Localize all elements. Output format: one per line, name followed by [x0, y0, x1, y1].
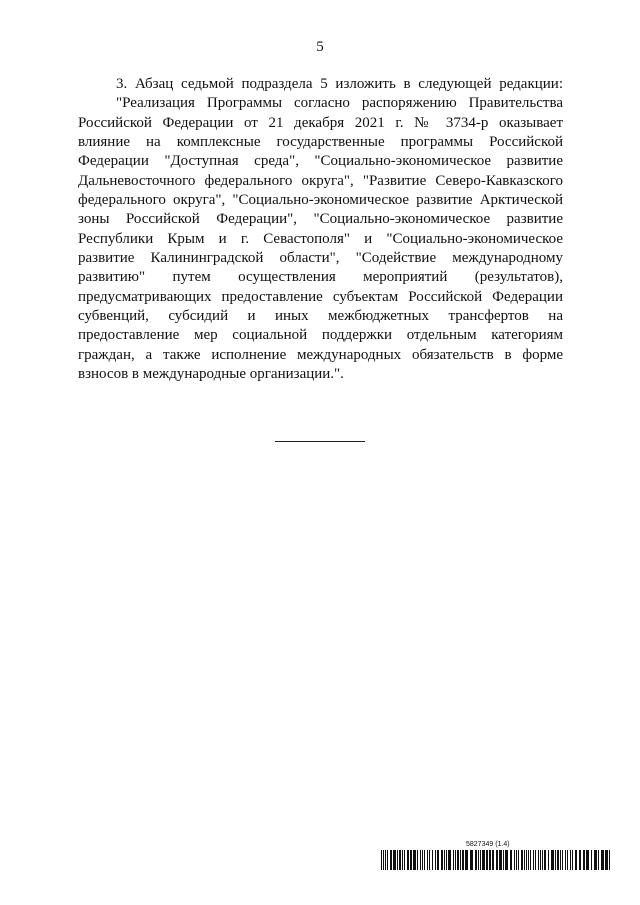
- quoted-paragraph-line: Федерации "Доступная среда", "Социально-экономическое развитие: [78, 153, 563, 170]
- quoted-paragraph-line: взносов в международные организации.".: [78, 366, 344, 383]
- end-separator-line: [275, 441, 365, 442]
- quoted-paragraph-line: федерального округа", "Социально-экономическое развитие Арктической: [78, 192, 563, 209]
- quoted-paragraph-line: Республики Крым и г. Севастополя" и "Социально-экономическое: [78, 230, 563, 247]
- quoted-paragraph-line: зоны Российской Федерации", "Социально-экономическое развитие: [78, 211, 563, 228]
- barcode-icon: [381, 850, 611, 870]
- quoted-paragraph-line: субвенций, субсидий и иных межбюджетных трансфертов на: [78, 308, 563, 325]
- quoted-paragraph-line: граждан, а также исполнение международных обязательств в форме: [78, 346, 563, 363]
- quoted-paragraph-line: влияние на комплексные государственные программы Российской: [78, 134, 563, 151]
- barcode-label: 5827349 (1.4): [466, 841, 510, 848]
- quoted-paragraph-line: предоставление мер социальной поддержки отдельным категориям: [78, 327, 563, 344]
- quoted-paragraph-line: развитию" путем осуществления мероприятий (результатов),: [78, 269, 563, 286]
- quoted-paragraph-line: Российской Федерации от 21 декабря 2021 г. № 3734-р оказывает: [78, 114, 563, 131]
- document-barcode: [381, 841, 611, 871]
- quoted-paragraph-line: Дальневосточного федерального округа", "Развитие Северо-Кавказского: [78, 172, 563, 189]
- quoted-paragraph-line: "Реализация Программы согласно распоряжению Правительства: [116, 95, 563, 112]
- quoted-paragraph-line: развитие Калининградской области", "Содействие международному: [78, 250, 563, 267]
- page-number: 5: [316, 39, 324, 55]
- quoted-paragraph-line: предусматривающих предоставление субъектам Российской Федерации: [78, 288, 563, 305]
- paragraph-amendment-line: 3. Абзац седьмой подраздела 5 изложить в следующей редакции:: [116, 76, 563, 92]
- body-text: [78, 75, 563, 385]
